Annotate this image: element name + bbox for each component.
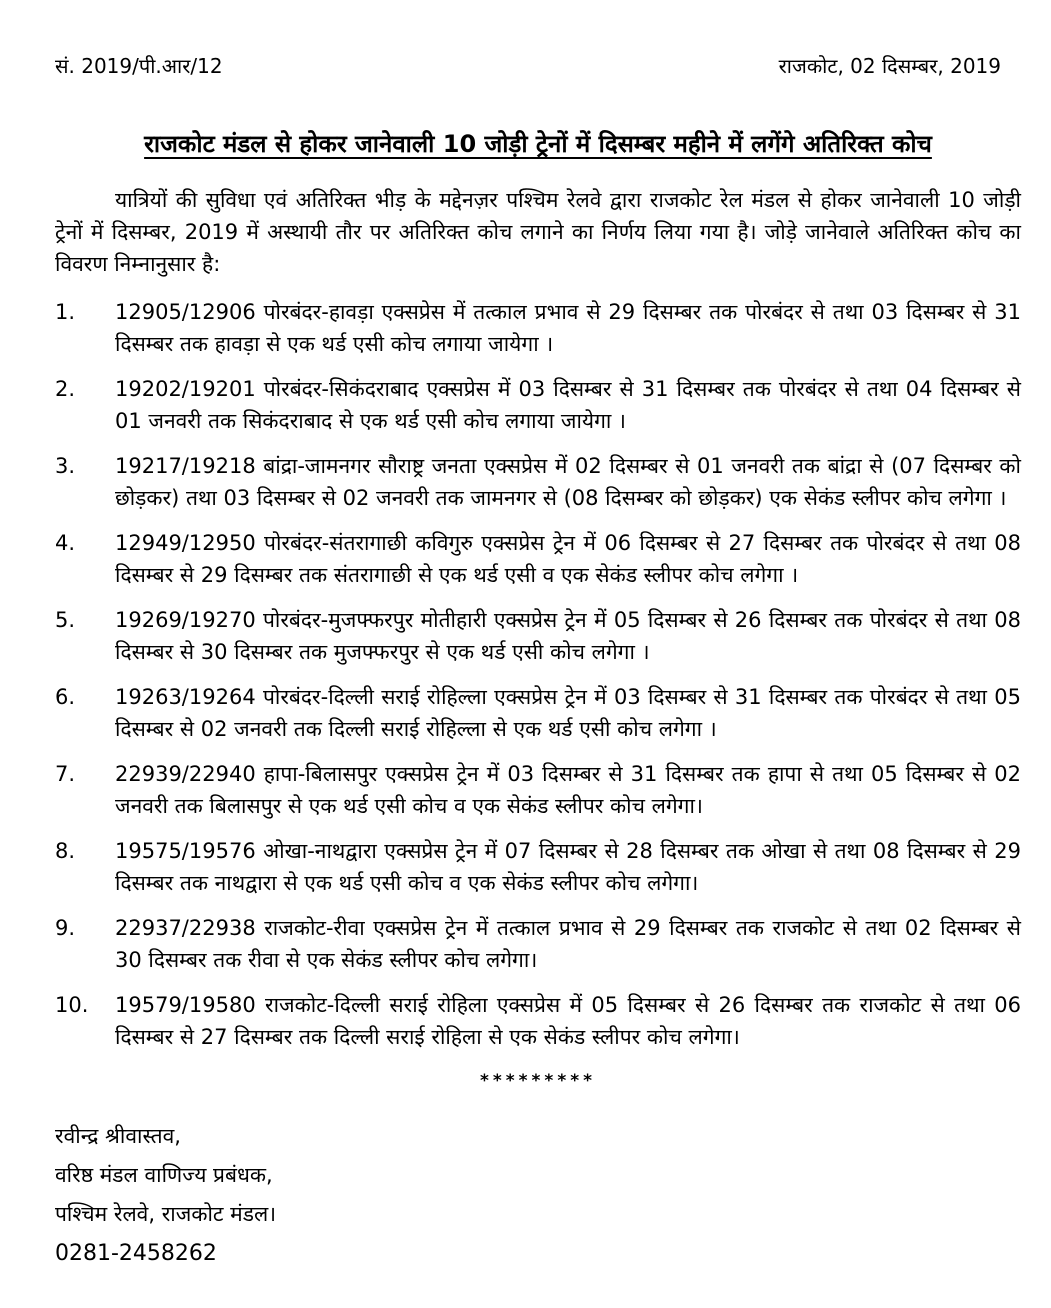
item-text: 19217/19218 बांद्रा-जामनगर सौराष्ट्र जनता एक्सप्रेस में 02 दिसम्बर से 01 जनवरी तक बांद्रा से (07 दिसम्बर को छोड़कर) तथा 03 दिसम्बर से 02 जनवरी तक जामनगर से (08 दिसम्बर को छोड़कर) एक सेकंड स्लीपर कोच लगेगा । xyxy=(115,454,1021,511)
list-item xyxy=(55,835,1021,899)
signatory-name: रवीन्द्र श्रीवास्तव, xyxy=(55,1124,181,1149)
item-number: 7. xyxy=(55,762,76,787)
intro-paragraph: यात्रियों की सुविधा एवं अतिरिक्त भीड़ के मद्देनज़र पश्चिम रेलवे द्वारा राजकोट रेल मंडल से होकर जानेवाली 10 जोड़ी ट्रेनों में दिसम्बर, 2019 में अस्थायी तौर पर अतिरिक्त कोच लगाने का निर्णय लिया गया है। जोड़े जानेवाले अतिरिक्त कोच का विवरण निम्नानुसार है: xyxy=(55,188,1021,277)
item-text: 12949/12950 पोरबंदर-संतरागाछी कविगुरु एक्सप्रेस ट्रेन में 06 दिसम्बर से 27 दिसम्बर तक पोरबंदर से तथा 08 दिसम्बर से 29 दिसम्बर तक संतरागाछी से एक थर्ड एसी व एक सेकंड स्लीपर कोच लगेगा । xyxy=(115,531,1021,588)
place-date: राजकोट, 02 दिसम्बर, 2019 xyxy=(778,54,1001,78)
list-item xyxy=(55,296,1021,360)
list-item xyxy=(55,604,1021,668)
item-text: 12905/12906 पोरबंदर-हावड़ा एक्सप्रेस में तत्काल प्रभाव से 29 दिसम्बर तक पोरबंदर से तथा 03 दिसम्बर से 31 दिसम्बर तक हावड़ा से एक थर्ड एसी कोच लगाया जायेगा । xyxy=(115,300,1021,357)
list-item xyxy=(55,450,1021,514)
signatory-organization: पश्चिम रेलवे, राजकोट मंडल। xyxy=(55,1202,277,1227)
item-text: 19575/19576 ओखा-नाथद्वारा एक्सप्रेस ट्रेन में 07 दिसम्बर से 28 दिसम्बर तक ओखा से तथा 08 दिसम्बर से 29 दिसम्बर तक नाथद्वारा से एक थर्ड एसी कोच व एक सेकंड स्लीपर कोच लगेगा। xyxy=(115,839,1021,896)
list-item xyxy=(55,681,1021,745)
train-coach-list xyxy=(55,296,1021,1053)
item-number: 10. xyxy=(55,993,89,1018)
item-text: 19269/19270 पोरबंदर-मुजफ्फरपुर मोतीहारी एक्सप्रेस ट्रेन में 05 दिसम्बर से 26 दिसम्बर तक पोरबंदर से तथा 08 दिसम्बर से 30 दिसम्बर तक मुजफ्फरपुर से एक थर्ड एसी कोच लगेगा । xyxy=(115,608,1021,665)
item-number: 8. xyxy=(55,839,76,864)
signature-block xyxy=(55,1117,1021,1273)
list-item xyxy=(55,373,1021,437)
item-number: 2. xyxy=(55,377,76,402)
item-number: 6. xyxy=(55,685,76,710)
item-number: 9. xyxy=(55,916,76,941)
asterisk-separator: ********* xyxy=(479,1071,596,1092)
signatory-designation: वरिष्ठ मंडल वाणिज्य प्रबंधक, xyxy=(55,1163,273,1188)
item-number: 4. xyxy=(55,531,76,556)
contact-phone: 0281-2458262 xyxy=(55,1241,217,1267)
list-item xyxy=(55,758,1021,822)
item-text: 22937/22938 राजकोट-रीवा एक्सप्रेस ट्रेन में तत्काल प्रभाव से 29 दिसम्बर तक राजकोट से तथा 02 दिसम्बर से 30 दिसम्बर तक रीवा से एक सेकंड स्लीपर कोच लगेगा। xyxy=(115,916,1021,973)
item-number: 1. xyxy=(55,300,76,325)
document-header xyxy=(55,52,1021,79)
reference-number: सं. 2019/पी.आर/12 xyxy=(55,54,223,78)
item-text: 22939/22940 हापा-बिलासपुर एक्सप्रेस ट्रेन में 03 दिसम्बर से 31 दिसम्बर तक हापा से तथा 05 दिसम्बर से 02 जनवरी तक बिलासपुर से एक थर्ड एसी कोच व एक सेकंड स्लीपर कोच लगेगा। xyxy=(115,762,1021,819)
list-item xyxy=(55,912,1021,976)
item-text: 19263/19264 पोरबंदर-दिल्ली सराई रोहिल्ला एक्सप्रेस ट्रेन में 03 दिसम्बर से 31 दिसम्बर तक पोरबंदर से तथा 05 दिसम्बर से 02 जनवरी तक दिल्ली सराई रोहिल्ला से एक थर्ड एसी कोच लगेगा । xyxy=(115,685,1021,742)
item-number: 5. xyxy=(55,608,76,633)
list-item xyxy=(55,989,1021,1053)
item-text: 19202/19201 पोरबंदर-सिकंदराबाद एक्सप्रेस में 03 दिसम्बर से 31 दिसम्बर तक पोरबंदर से तथा 04 दिसम्बर से 01 जनवरी तक सिकंदराबाद से एक थर्ड एसी कोच लगाया जायेगा । xyxy=(115,377,1021,434)
item-text: 19579/19580 राजकोट-दिल्ली सराई रोहिला एक्सप्रेस में 05 दिसम्बर से 26 दिसम्बर तक राजकोट से तथा 06 दिसम्बर से 27 दिसम्बर तक दिल्ली सराई रोहिला से एक सेकंड स्लीपर कोच लगेगा। xyxy=(115,993,1021,1050)
list-item xyxy=(55,527,1021,591)
page-title: राजकोट मंडल से होकर जानेवाली 10 जोड़ी ट्रेनों में दिसम्बर महीने में लगेंगे अतिरिक्त कोच xyxy=(144,130,932,158)
item-number: 3. xyxy=(55,454,76,479)
